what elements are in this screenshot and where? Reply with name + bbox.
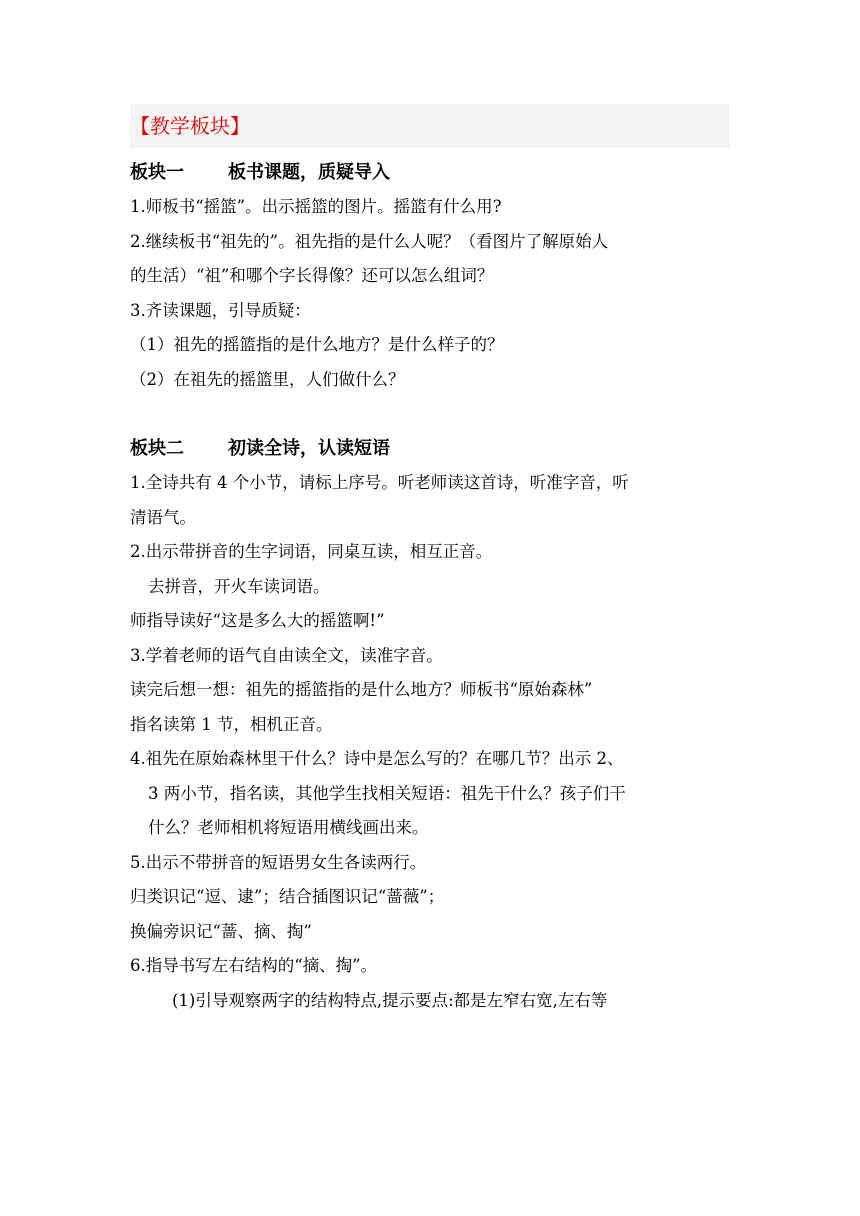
paragraph-line: 什么？老师相机将短语用横线画出来。 <box>148 818 429 837</box>
paragraph-line: 读完后想一想：祖先的摇篮指的是什么地方？师板书“原始森林” <box>130 680 593 699</box>
block2-number: 板块二 <box>130 438 184 459</box>
paragraph-line: 换偏旁识记“蔷、摘、掏” <box>130 921 312 941</box>
paragraph-line: 去拼音，开火车读词语。 <box>148 576 330 596</box>
paragraph-line: 2.继续板书“祖先的”。祖先指的是什么人呢？（看图片了解原始人 <box>130 231 609 251</box>
paragraph-line: （1）祖先的摇篮指的是什么地方？是什么样子的？ <box>130 335 504 354</box>
document-page <box>130 104 730 1018</box>
section-title: 【教学板块】 <box>130 114 250 138</box>
block1-heading <box>130 156 730 190</box>
paragraph-line: (1)引导观察两字的结构特点,提示要点:都是左窄右宽,左右等 <box>172 990 608 1010</box>
paragraph-line: 6.指导书写左右结构的“摘、掏”。 <box>130 956 378 975</box>
paragraph-line: 5.出示不带拼音的短语男女生各读两行。 <box>130 852 427 872</box>
paragraph-line: 2.出示带拼音的生字词语，同桌互读，相互正音。 <box>130 542 493 561</box>
paragraph-line: 4.祖先在原始森林里干什么？诗中是怎么写的？在哪几节？出示 2、 <box>130 749 624 768</box>
paragraph-line: 师指导读好“这是多么大的摇篮啊!” <box>130 611 385 630</box>
block2-heading <box>130 432 730 466</box>
paragraph-line: （2）在祖先的摇篮里，人们做什么？ <box>130 369 405 389</box>
paragraph-line: 的生活）“祖”和哪个字长得像？还可以怎么组词？ <box>130 266 494 285</box>
paragraph-line: 3.齐读课题，引导质疑： <box>130 300 311 320</box>
block2-title: 初读全诗，认读短语 <box>228 438 390 459</box>
paragraph-line: 1.师板书“摇篮”。出示摇篮的图片。摇篮有什么用? <box>130 197 502 216</box>
paragraph-line: 3.学着老师的语气自由读全文，读准字音。 <box>130 645 443 665</box>
block1-number: 板块一 <box>130 162 184 183</box>
paragraph-line: 归类识记“逗、逮”；结合插图识记“蔷薇”； <box>130 887 445 906</box>
paragraph-line: 清语气。 <box>130 507 196 527</box>
paragraph-line: 3 两小节，指名读，其他学生找相关短语：祖先干什么？孩子们干 <box>148 783 626 803</box>
block1-title: 板书课题，质疑导入 <box>228 162 390 183</box>
section-header <box>130 104 730 148</box>
block-spacer <box>130 397 730 432</box>
paragraph-line: 指名读第 1 节，相机正音。 <box>130 714 333 734</box>
paragraph-line: 1.全诗共有 4 个小节，请标上序号。听老师读这首诗，听准字音，听 <box>130 473 629 492</box>
